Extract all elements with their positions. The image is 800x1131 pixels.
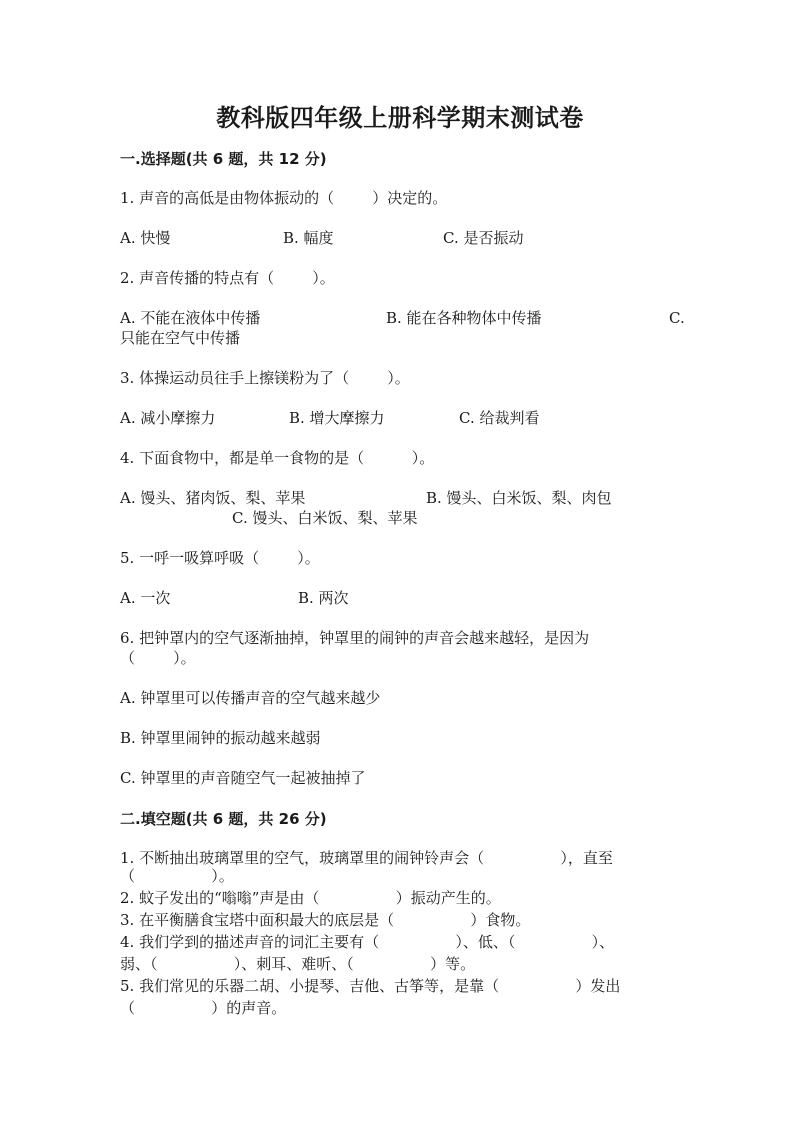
- question-6-option-a: A. 钟罩里可以传播声音的空气越来越少: [120, 689, 381, 707]
- fill-5-continued: （ ）的声音。: [120, 999, 287, 1017]
- question-1-option-a: A. 快慢: [120, 229, 171, 247]
- question-2-option-a: A. 不能在液体中传播: [120, 309, 261, 327]
- question-3-stem: 3. 体操运动员往手上擦镁粉为了（ ）。: [120, 369, 410, 387]
- question-6-option-c: C. 钟罩里的声音随空气一起被抽掉了: [120, 769, 366, 787]
- question-5-option-b: B. 两次: [298, 589, 349, 607]
- section-heading-fill: 二.填空题(共 6 题，共 26 分): [120, 810, 327, 828]
- page-title: 教科版四年级上册科学期末测试卷: [216, 103, 584, 132]
- question-4-option-c: C. 馒头、白米饭、梨、苹果: [232, 509, 418, 527]
- fill-2: 2. 蚊子发出的“嗡嗡”声是由（ ）振动产生的。: [120, 889, 501, 907]
- question-2-stem: 2. 声音传播的特点有（ ）。: [120, 269, 335, 287]
- fill-4: 4. 我们学到的描述声音的词汇主要有（ ）、低、（ ）、: [120, 933, 615, 951]
- question-6-stem: 6. 把钟罩内的空气逐渐抽掉，钟罩里的闹钟的声音会越来越轻，是因为: [120, 629, 590, 647]
- question-6-stem-continued: （ ）。: [120, 649, 196, 667]
- fill-4-continued: 弱、（ ）、刺耳、难听、（ ）等。: [120, 955, 476, 973]
- question-3-option-c: C. 给裁判看: [459, 409, 540, 427]
- fill-5: 5. 我们常见的乐器二胡、小提琴、吉他、古筝等，是靠（ ）发出: [120, 977, 621, 995]
- fill-1: 1. 不断抽出玻璃罩里的空气，玻璃罩里的闹钟铃声会（ ），直至: [120, 849, 613, 867]
- question-3-option-a: A. 减小摩擦力: [120, 409, 216, 427]
- question-1-stem: 1. 声音的高低是由物体振动的（ ）决定的。: [120, 189, 448, 207]
- question-3-option-b: B. 增大摩擦力: [289, 409, 385, 427]
- question-5-stem: 5. 一呼一吸算呼吸（ ）。: [120, 549, 320, 567]
- question-2-option-c: 只能在空气中传播: [120, 329, 241, 347]
- fill-1-continued: （ ）。: [120, 867, 234, 885]
- question-6-option-b: B. 钟罩里闹钟的振动越来越弱: [120, 729, 321, 747]
- fill-3: 3. 在平衡膳食宝塔中面积最大的底层是（ ）食物。: [120, 911, 531, 929]
- question-2-option-c-label: C.: [669, 309, 685, 327]
- question-5-option-a: A. 一次: [120, 589, 171, 607]
- question-1-option-c: C. 是否振动: [443, 229, 524, 247]
- question-4-option-b: B. 馒头、白米饭、梨、肉包: [426, 489, 612, 507]
- section-heading-choice: 一.选择题(共 6 题，共 12 分): [120, 150, 327, 168]
- question-2-option-b: B. 能在各种物体中传播: [386, 309, 542, 327]
- question-4-option-a: A. 馒头、猪肉饭、梨、苹果: [120, 489, 306, 507]
- question-4-stem: 4. 下面食物中，都是单一食物的是（ ）。: [120, 449, 435, 467]
- question-1-option-b: B. 幅度: [283, 229, 334, 247]
